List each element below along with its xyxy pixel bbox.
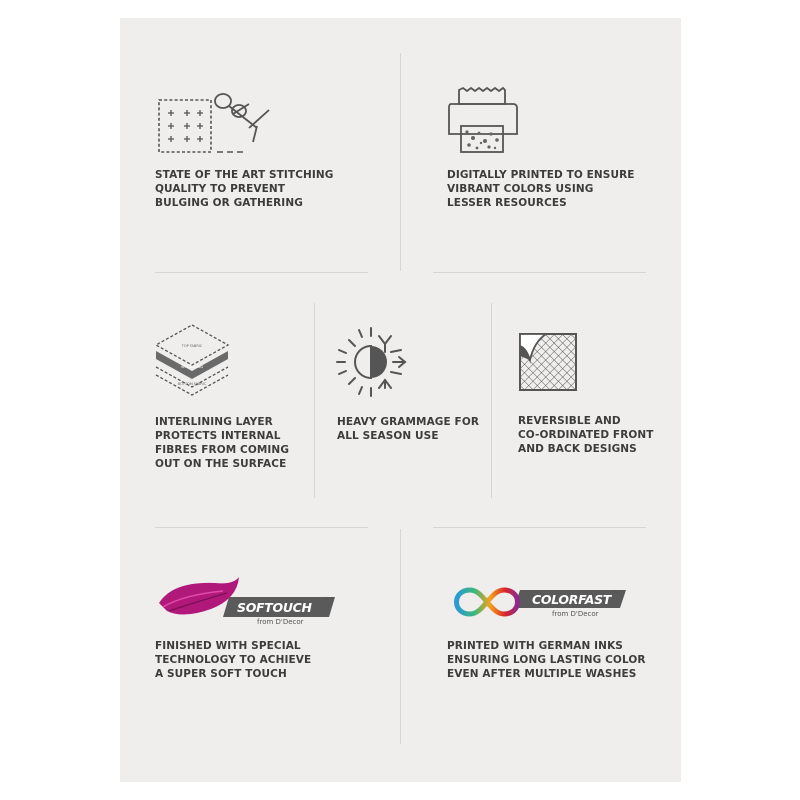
divider-horizontal-top-right — [433, 272, 646, 273]
layer-label-interlining: INTERLINING — [180, 365, 204, 369]
softouch-feather-logo — [153, 573, 335, 625]
layer-label-bottom: BOTTOM FABRIC — [177, 382, 207, 386]
divider-vertical-middle-left — [314, 303, 315, 498]
divider-vertical-bottom — [400, 529, 401, 744]
sun-snowflake-icon — [335, 326, 407, 398]
feature-colorfast-text: PRINTED WITH GERMAN INKS ENSURING LONG LASTING COLOR EVEN AFTER MULTIPLE WASHES — [447, 640, 646, 680]
feature-interlining-text: INTERLINING LAYER PROTECTS INTERNAL FIBRES FROM COMING OUT ON THE SURFACE — [155, 416, 290, 470]
feature-all-season — [335, 326, 407, 398]
softouch-brand-sub: from D'Decor — [257, 618, 304, 625]
fabric-layers-icon — [152, 321, 232, 401]
divider-vertical-top — [400, 53, 401, 271]
colorfast-brand-name: COLORFAST — [532, 592, 612, 607]
divider-horizontal-bottom-left — [155, 527, 368, 528]
divider-horizontal-bottom-right — [433, 527, 646, 528]
feature-softouch — [153, 573, 335, 625]
feature-reversible-text: REVERSIBLE AND CO-ORDINATED FRONT AND BACK DESIGNS — [518, 415, 654, 455]
feature-digital-print-text: DIGITALLY PRINTED TO ENSURE VIBRANT COLORS USING LESSER RESOURCES — [447, 169, 635, 209]
feature-colorfast — [446, 580, 628, 626]
colorfast-infinity-logo — [446, 580, 628, 626]
reversible-fabric-icon — [516, 330, 582, 396]
divider-vertical-middle-right — [491, 303, 492, 498]
stitching-scissors-icon — [153, 90, 273, 156]
layer-label-top: TOP FABRIC — [181, 344, 203, 348]
feature-softouch-text: FINISHED WITH SPECIAL TECHNOLOGY TO ACHIEVE A SUPER SOFT TOUCH — [155, 640, 312, 680]
softouch-brand-name: SOFTOUCH — [237, 600, 312, 615]
feature-stitching — [153, 90, 273, 156]
colorfast-trademark: TM — [611, 590, 619, 596]
feature-interlining — [152, 321, 232, 401]
colorfast-brand-sub: from D'Decor — [552, 610, 599, 618]
divider-horizontal-top-left — [155, 272, 368, 273]
digital-printer-icon — [445, 86, 521, 156]
feature-reversible — [516, 330, 582, 396]
features-panel — [120, 18, 681, 782]
feature-digital-print — [445, 86, 521, 156]
feature-all-season-text: HEAVY GRAMMAGE FOR ALL SEASON USE — [337, 416, 480, 442]
softouch-trademark: TM — [321, 597, 329, 603]
feature-stitching-text: STATE OF THE ART STITCHING QUALITY TO PREVENT BULGING OR GATHERING — [155, 169, 334, 209]
